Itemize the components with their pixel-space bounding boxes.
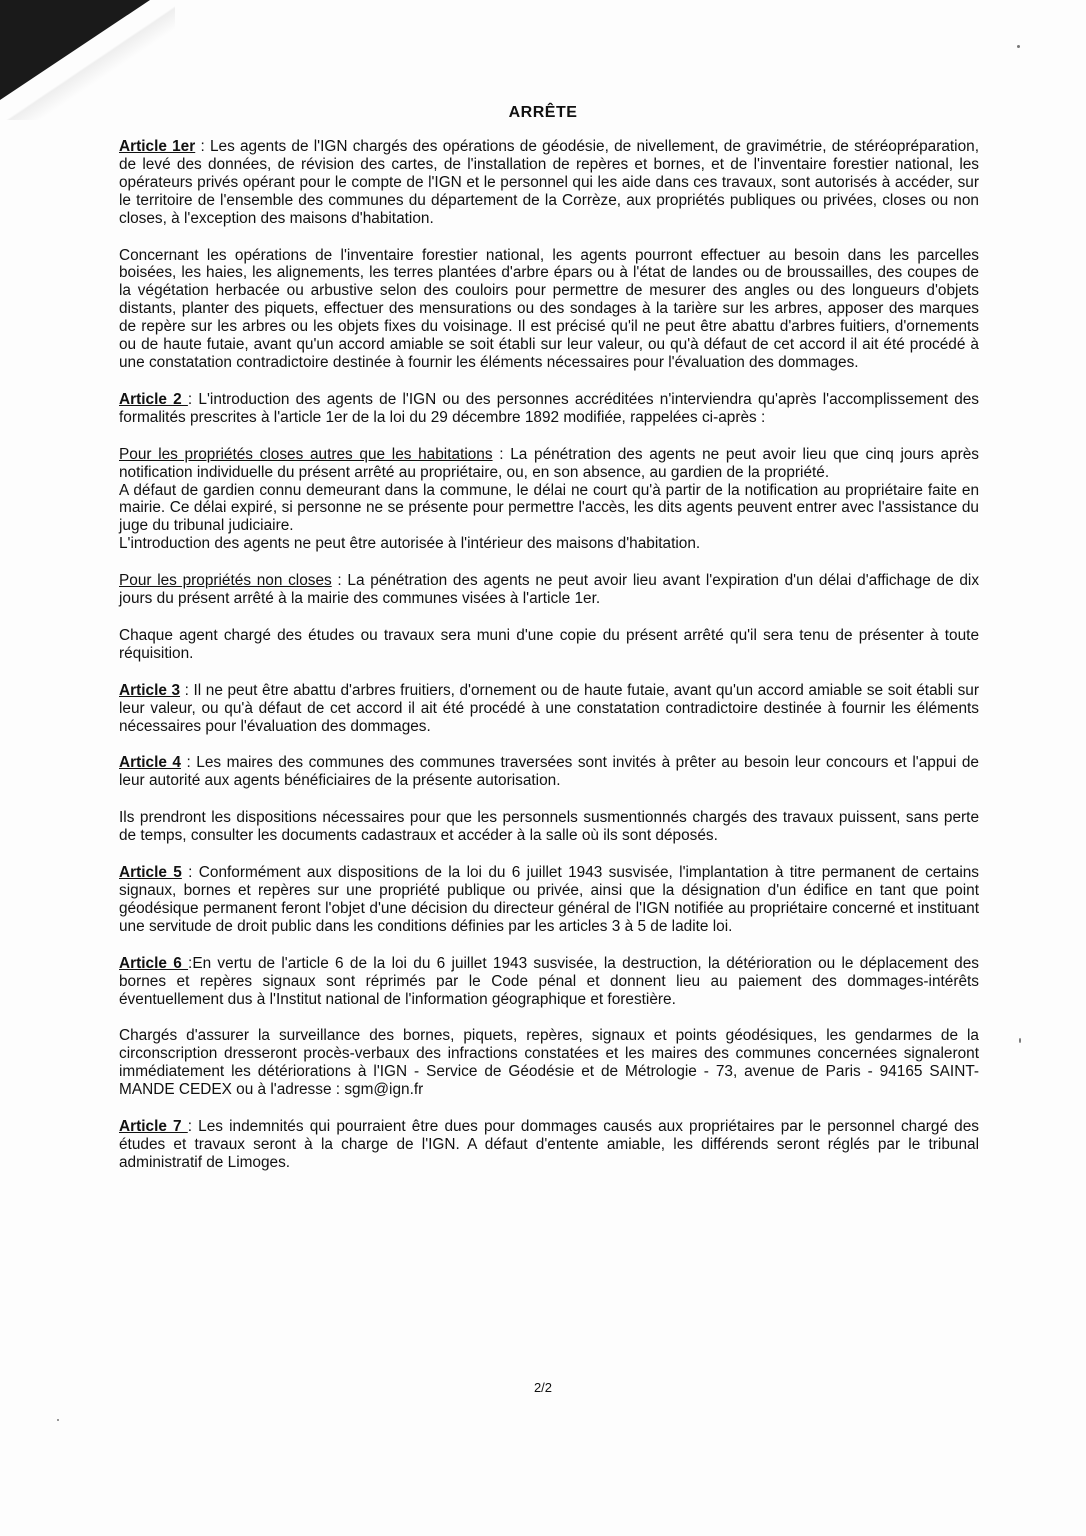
- article-2-text: : L'introduction des agents de l'IGN ou des personnes accréditées n'interviendra qu'après l'accomplissement des formalités prescrites à l'article 1er de la loi du 29 décembre 1892 modifiée, rappelées ci-après :: [119, 390, 980, 426]
- closed-properties-line-2: A défaut de gardien connu demeurant dans la commune, le délai ne court qu'à partir de la notification au propriétaire faite en mairie. Ce délai expiré, si personne ne se présente pour permettre l'accès, les dits agents peuvent entrer avec l'assistance du juge du tribunal judiciaire.: [119, 481, 979, 535]
- article-3-text: : Il ne peut être abattu d'arbres fruitiers, d'ornement ou de haute futaie, avant qu'un accord amiable se soit établi sur leur valeur, ou qu'à défaut de cet accord il ait été procédé à une constatation contradictoire destinée à fournir les éléments nécessaires pour l'évaluation des dommages.: [119, 681, 979, 735]
- page-number: 2/2: [533, 1380, 553, 1395]
- article-3-paragraph: [119, 682, 979, 736]
- article-6-paragraph: [119, 955, 979, 1009]
- article-3-label: Article 3: [119, 681, 181, 699]
- scan-speck: [1019, 1038, 1021, 1043]
- open-properties-text: : La pénétration des agents ne peut avoir lieu avant l'expiration d'un délai d'affichage de dix jours du présent arrêté à la mairie des communes visées à l'article 1er.: [119, 572, 980, 608]
- article-4-paragraph: [119, 754, 979, 790]
- article-4-text: : Les maires des communes des communes traversées sont invités à prêter au besoin leur concours et l'appui de leur autorité aux agents bénéficiaires de la présente autorisation.: [119, 754, 979, 790]
- document-body: [119, 138, 979, 1191]
- closed-properties-paragraph: [119, 446, 979, 553]
- article-7-label: Article 7: [119, 1118, 188, 1136]
- closed-properties-line-3: L'introduction des agents ne peut être autorisée à l'intérieur des maisons d'habitation.: [119, 535, 701, 553]
- closed-properties-text: : La pénétration des agents ne peut avoir lieu que cinq jours après notification individuelle du présent arrêté au propriétaire, ou, en son absence, au gardien de la propriété.: [119, 445, 979, 481]
- article-1-paragraph: [119, 138, 979, 228]
- article-4-label: Article 4: [119, 754, 181, 772]
- article-6-label: Article 6: [119, 954, 189, 972]
- article-1-text: : Les agents de l'IGN chargés des opérations de géodésie, de nivellement, de gravimétrie, de stéréopréparation, de levé des données, de révision des cartes, de l'installation de repères et bornes, et de l'inventaire forestier national, les opérateurs privés opérant pour le compte de l'IGN et le personnel qui les aide dans ces travaux, sont autorisés à accéder, sur le territoire de l'ensemble des communes du département de la Corrèze, aux propriétés publiques ou privées, closes ou non closes, à l'exception des maisons d'habitation.: [119, 138, 979, 227]
- article-6-second-paragraph: Chargés d'assurer la surveillance des bornes, piquets, repères, signaux et points géodésiques, les gendarmes de la circonscription dresseront procès-verbaux des infractions constatées et les maires des communes concernées signaleront immédiatement les détériorations à l'IGN - Service de Géodésie et de Métrologie - 73, avenue de Paris - 94165 SAINT-MANDE CEDEX ou à l'adresse : sgm@ign.fr: [119, 1027, 979, 1099]
- article-5-paragraph: [119, 864, 979, 936]
- closed-properties-label: Pour les propriétés closes autres que les habitations: [119, 445, 493, 463]
- article-2-label: Article 2: [119, 390, 188, 408]
- article-6-text: :En vertu de l'article 6 de la loi du 6 juillet 1943 susvisée, la destruction, la détérioration ou le déplacement des bornes et repères signaux sont réprimés par le Code pénal et donnent lieu au paiement des dommages-intérêts éventuellement dus à l'Institut national de l'information géographique et forestière.: [119, 954, 980, 1008]
- article-4-second-paragraph: Ils prendront les dispositions nécessaires pour que les personnels susmentionnés chargés des travaux puissent, sans perte de temps, consulter les documents cadastraux et accéder à la salle où ils sont déposés.: [119, 809, 979, 845]
- article-7-paragraph: [119, 1118, 979, 1172]
- article-5-label: Article 5: [119, 864, 182, 882]
- copy-requirement-paragraph: Chaque agent chargé des études ou travaux sera muni d'une copie du présent arrêté qu'il sera tenu de présenter à toute réquisition.: [119, 626, 979, 662]
- document-title: ARRÊTE: [508, 104, 578, 121]
- scan-speck: [57, 1419, 59, 1421]
- open-properties-paragraph: [119, 572, 979, 608]
- article-2-paragraph: [119, 391, 979, 427]
- article-1-inventory-paragraph: Concernant les opérations de l'inventaire forestier national, les agents pourront effectuer au besoin dans les parcelles boisées, les haies, les alignements, les terres plantées d'arbre épars ou à l'état de landes ou de broussailles, des coupes de la végétation herbacée ou arbustive selon des couloirs pour permettre de mesurer des angles ou des longueurs d'objets distants, planter des piquets, effectuer des mensurations ou des sondages à la tarière sur les arbres, apposer des marques de repère sur les arbres ou les objets fixes du voisinage. Il est précisé qu'il ne peut être abattu d'arbres fuitiers, d'ornements ou de haute futaie, avant qu'un accord amiable se soit établi sur leur valeur, ou qu'à défaut de cet accord il ait été procédé à une constatation contradictoire destinée à fournir les éléments nécessaires pour l'évaluation des dommages.: [119, 246, 979, 371]
- folded-corner-edge: [0, 0, 175, 120]
- scan-speck: [1017, 45, 1020, 48]
- article-1-label: Article 1er: [119, 138, 196, 155]
- article-7-text: : Les indemnités qui pourraient être dues pour dommages causés aux propriétaires par le personnel chargé des études et travaux seront à la charge de l'IGN. A défaut d'entente amiable, les différends seront réglés par le tribunal administratif de Limoges.: [119, 1118, 979, 1171]
- article-5-text: : Conformément aux dispositions de la loi du 6 juillet 1943 susvisée, l'implantation à titre permanent de certains signaux, bornes et repères sur une propriété publique ou privée, ainsi que la désignation d'un édifice en tant que point géodésique permanent feront l'objet d'une décision du directeur général de l'IGN notifiée au propriétaire concerné et instituant une servitude de droit public dans les conditions définies par les articles 3 à 5 de ladite loi.: [119, 864, 979, 935]
- open-properties-label: Pour les propriétés non closes: [119, 572, 332, 590]
